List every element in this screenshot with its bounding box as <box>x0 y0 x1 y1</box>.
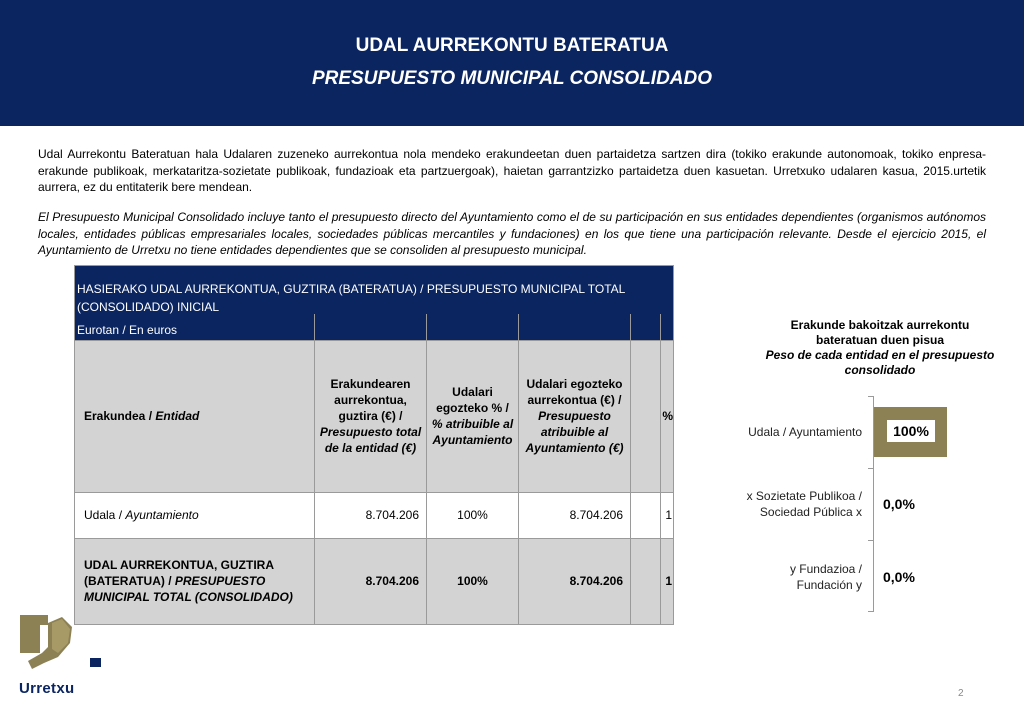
table-units: Eurotan / En euros <box>77 323 178 337</box>
budget-table <box>74 265 674 625</box>
intro-paragraph-eu: Udal Aurrekontu Bateratuan hala Udalaren zuzeneko aurrekontua nola mendeko erakundeetan duen partaidetza sartzen dira (tokiko erakunde autonomoak, tokiko enpresa-erakunde publikoak, merkataritza-sozietate publikoak, fundazioak eta partzuergoak), haietan garrantzizko partaidetza duen kasuetan. Urretxuko udalaren kasua, 2015.urtetik aurrera, ez du entitaterik bere mendean. <box>38 147 986 194</box>
total-row-total: 8.704.206 <box>365 574 419 588</box>
table-header <box>75 266 673 340</box>
intro-paragraph-es: El Presupuesto Municipal Consolidado incluye tanto el presupuesto directo del Ayuntamiento como el de su participación en sus entidades dependientes (organismos autónomos locales, entidades públicas empresariales locales, sociedades públicas mercantiles y fundaciones) en los que tiene una participación relevante. Desde el ejercicio 2015, el Ayuntamiento de Urretxu no tiene entidades dependientes que se consoliden al presupuesto municipal. <box>38 210 986 257</box>
chart-data-label-sociedad: 0,0% <box>883 496 915 512</box>
row-share: 1 <box>665 508 672 522</box>
col-header-share: % <box>662 409 673 423</box>
row-pct: 100% <box>457 508 488 522</box>
total-row-pct: 100% <box>457 574 488 588</box>
chart-tick <box>868 468 874 469</box>
col-header-entity: Erakundea / Entidad <box>84 409 200 423</box>
chart-category-fundacion: y Fundazioa / Fundación y <box>789 562 862 592</box>
divider <box>630 314 631 625</box>
page-number: 2 <box>958 688 964 699</box>
chart-data-label-ayuntamiento: 100% <box>887 420 935 442</box>
col-header-attr: Udalari egozteko aurrekontua (€) / Presupuesto atribuible al Ayuntamiento (€) <box>525 377 624 455</box>
chart-data-label-fundacion: 0,0% <box>883 569 915 585</box>
total-row-attr: 8.704.206 <box>569 574 623 588</box>
chart-category-ayuntamiento: Udala / Ayuntamiento <box>748 425 862 439</box>
page-title-eu: UDAL AURREKONTU BATERATUA <box>355 35 669 56</box>
page-title-es: PRESUPUESTO MUNICIPAL CONSOLIDADO <box>311 68 713 89</box>
chart-tick <box>868 540 874 541</box>
chart-title-eu: Erakunde bakoitzak aurrekontu bateratuan duen pisua <box>790 318 970 347</box>
header-banner <box>0 0 1024 126</box>
chart-title <box>764 318 996 378</box>
row-attr: 8.704.206 <box>569 508 623 522</box>
row-total: 8.704.206 <box>365 508 419 522</box>
col-header-total: Erakundearen aurrekontua, guztira (€) / Presupuesto total de la entidad (€) <box>319 377 422 455</box>
total-row-entity: UDAL AURREKONTUA, GUZTIRA (BATERATUA) / PRESUPUESTO MUNICIPAL TOTAL (CONSOLIDADO) <box>84 558 293 604</box>
chart-tick <box>868 396 874 397</box>
urretxu-logo-icon <box>18 613 78 675</box>
row-entity: Udala / Ayuntamiento <box>84 508 199 522</box>
total-row-share: 1 <box>665 574 672 588</box>
table-title: HASIERAKO UDAL AURREKONTUA, GUZTIRA (BATERATUA) / PRESUPUESTO MUNICIPAL TOTAL (CONSOLIDADO) INICIAL <box>77 282 625 314</box>
col-header-pct: Udalari egozteko % / % atribuible al Ayuntamiento <box>431 385 514 447</box>
chart-tick <box>868 611 874 612</box>
chart-title-es: Peso de cada entidad en el presupuesto consolidado <box>765 348 995 377</box>
logo-dot <box>90 658 101 667</box>
brand-name: Urretxu <box>19 680 75 697</box>
chart-category-sociedad: x Sozietate Publikoa / Sociedad Pública x <box>746 489 862 519</box>
